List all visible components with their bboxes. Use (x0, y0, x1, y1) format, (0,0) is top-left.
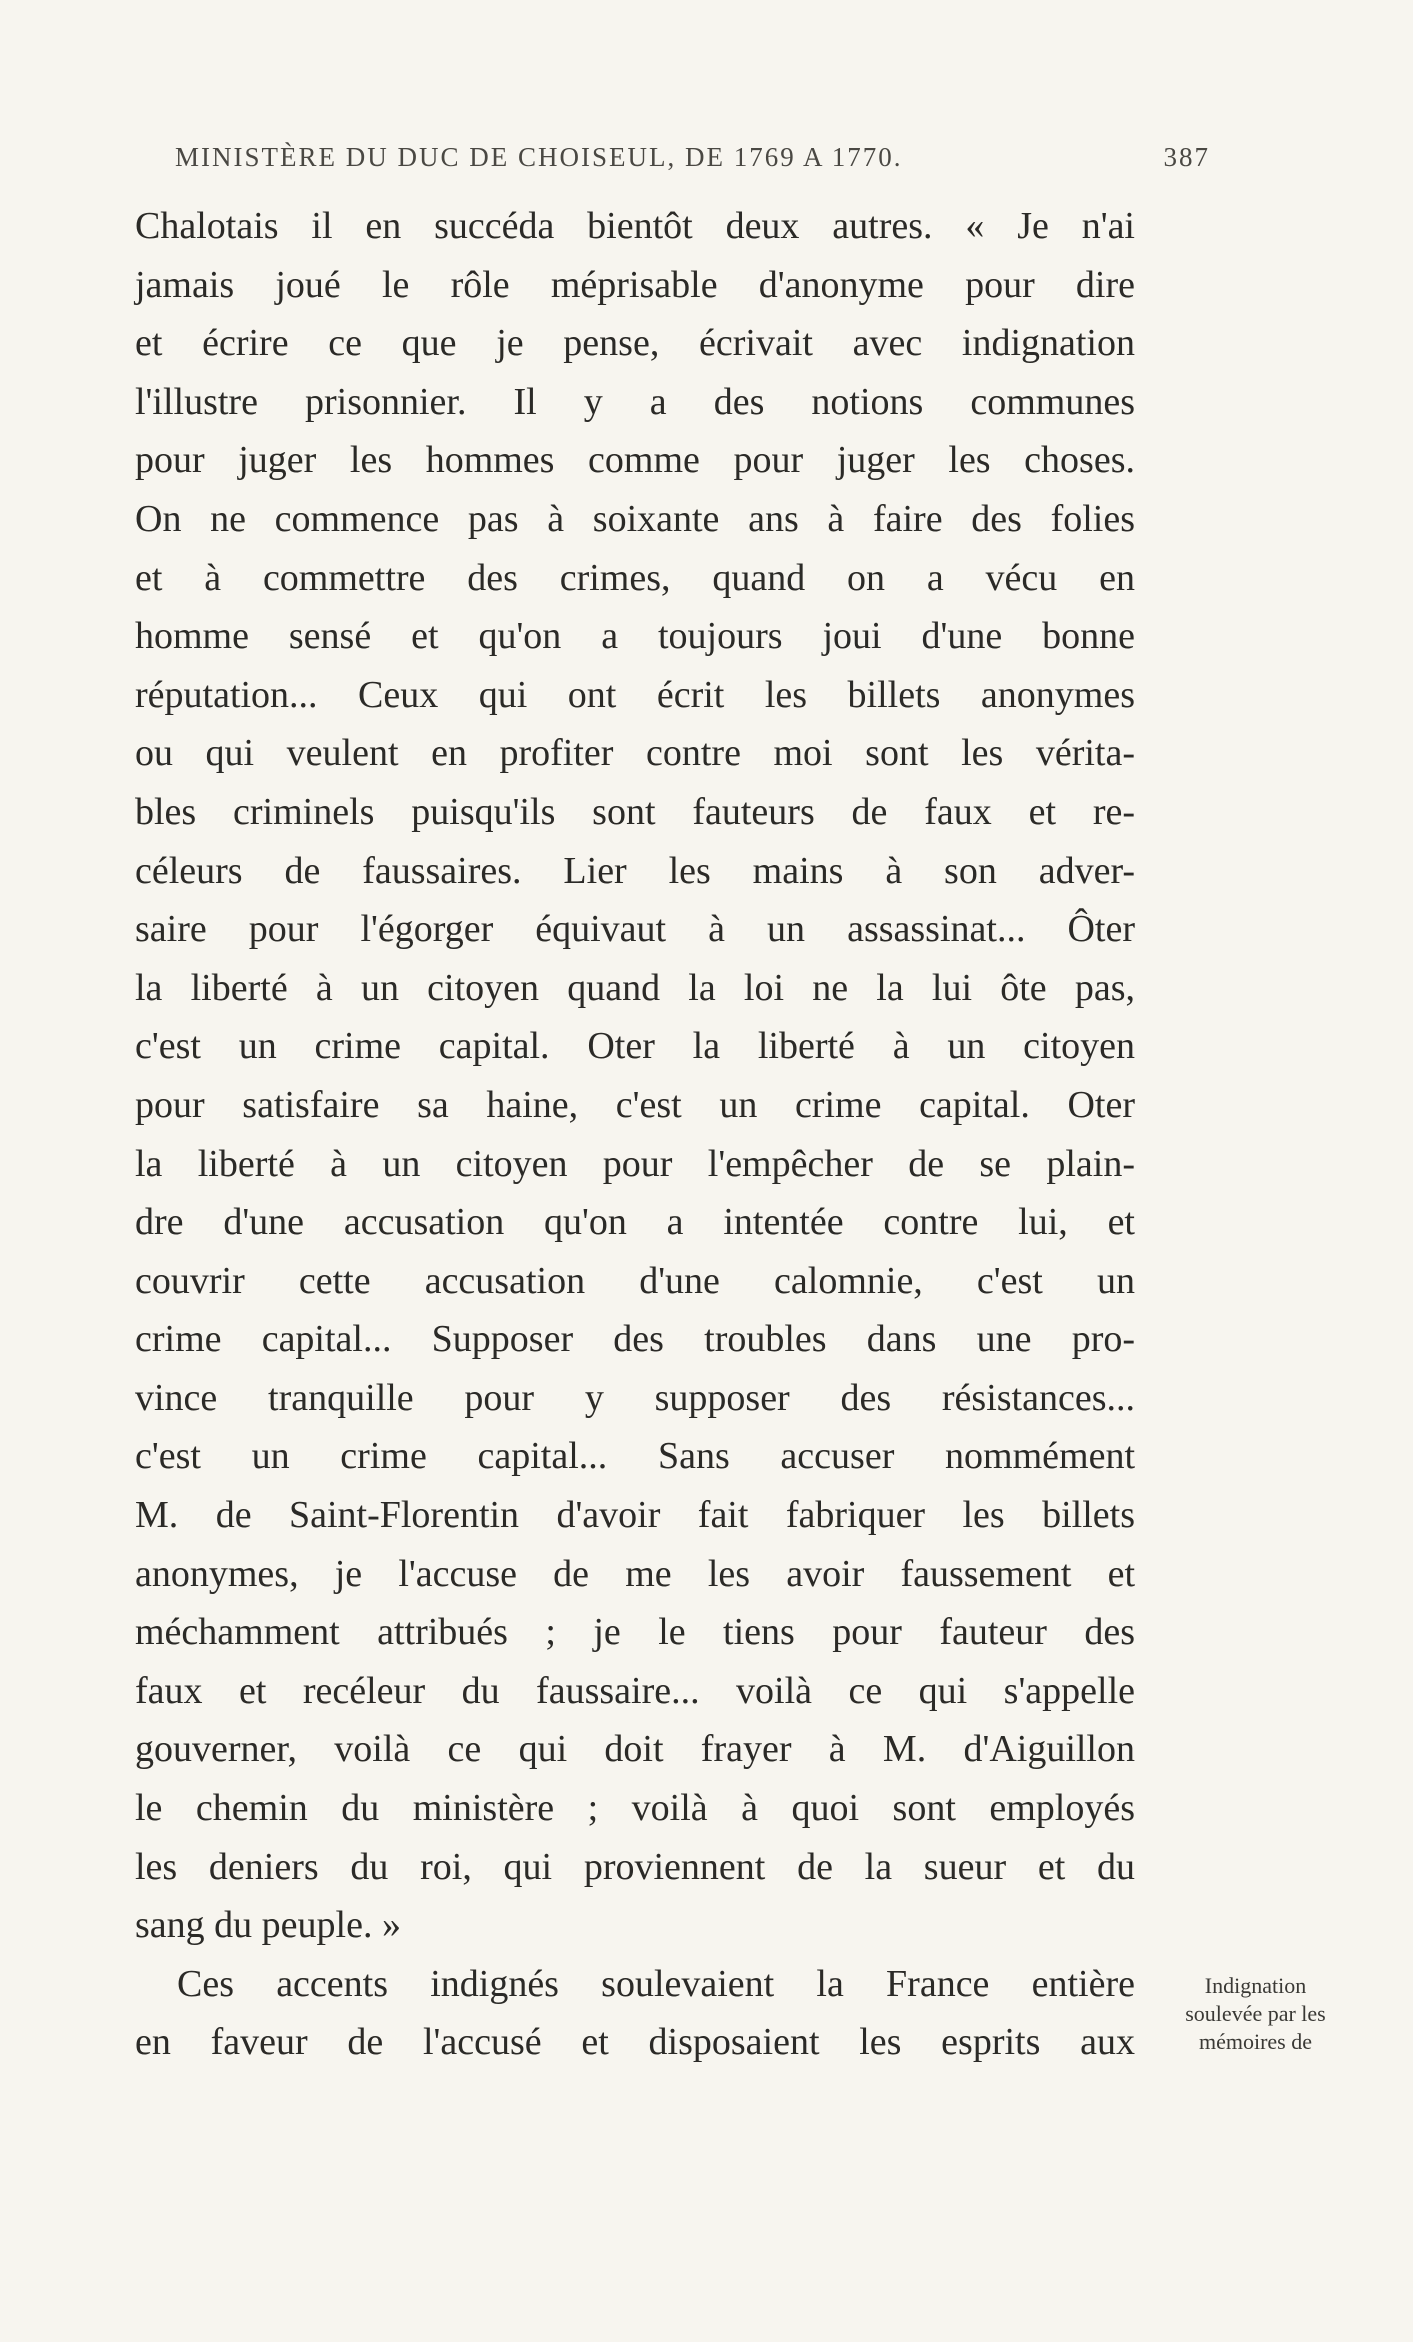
marginal-note (1148, 1972, 1363, 2056)
text-line: dre d'une accusation qu'on a intentée contre lui, et (135, 1201, 1135, 1244)
text-line: M. de Saint-Florentin d'avoir fait fabriquer les billets (135, 1494, 1135, 1537)
text-line: crime capital... Supposer des troubles dans une pro- (135, 1318, 1135, 1361)
text-line: faux et recéleur du faussaire... voilà ce qui s'appelle (135, 1669, 1135, 1712)
text-line: vince tranquille pour y supposer des résistances... (135, 1376, 1135, 1419)
text-line: la liberté à un citoyen quand la loi ne la lui ôte pas, (135, 966, 1135, 1009)
text-line: sang du peuple. » (135, 1904, 401, 1947)
text-line: On ne commence pas à soixante ans à faire des folies (135, 497, 1135, 540)
text-line: ou qui veulent en profiter contre moi sont les vérita- (135, 732, 1135, 775)
text-line: le chemin du ministère ; voilà à quoi sont employés (135, 1787, 1135, 1830)
marginal-note-line: soulevée par les (1185, 2001, 1326, 2026)
text-line: anonymes, je l'accuse de me les avoir faussement et (135, 1552, 1135, 1595)
text-line: homme sensé et qu'on a toujours joui d'une bonne (135, 615, 1135, 658)
text-line: bles criminels puisqu'ils sont fauteurs de faux et re- (135, 790, 1135, 833)
text-line: et écrire ce que je pense, écrivait avec indignation (135, 322, 1135, 365)
text-line: c'est un crime capital. Oter la liberté à un citoyen (135, 1025, 1135, 1068)
running-head-title: MINISTÈRE DU DUC DE CHOISEUL, DE 1769 A 1770. (175, 142, 903, 172)
running-head (175, 142, 1210, 182)
page-number: 387 (1163, 142, 1210, 172)
text-line: couvrir cette accusation d'une calomnie, c'est un (135, 1259, 1135, 1302)
text-line: c'est un crime capital... Sans accuser nommément (135, 1435, 1135, 1478)
text-line: gouverner, voilà ce qui doit frayer à M. d'Aiguillon (135, 1728, 1135, 1771)
text-line: pour juger les hommes comme pour juger les choses. (135, 439, 1135, 482)
paragraph-start-line: Ces accents indignés soulevaient la France entière (177, 1962, 1135, 2005)
text-line: céleurs de faussaires. Lier les mains à son adver- (135, 849, 1135, 892)
text-line: saire pour l'égorger équivaut à un assassinat... Ôter (135, 908, 1135, 951)
text-line: jamais joué le rôle méprisable d'anonyme pour dire (135, 263, 1135, 306)
text-line: l'illustre prisonnier. Il y a des notions communes (135, 380, 1135, 423)
text-line: la liberté à un citoyen pour l'empêcher de se plain- (135, 1142, 1135, 1185)
marginal-note-line: mémoires de (1198, 2029, 1313, 2054)
text-line: Chalotais il en succéda bientôt deux autres. « Je n'ai (135, 205, 1135, 247)
body-text (135, 197, 1135, 2072)
text-line: et à commettre des crimes, quand on a vécu en (135, 556, 1135, 599)
text-line: en faveur de l'accusé et disposaient les esprits aux (135, 2021, 1135, 2064)
marginal-note-line: Indignation (1204, 1973, 1307, 1998)
text-line: pour satisfaire sa haine, c'est un crime capital. Oter (135, 1083, 1135, 1126)
text-line: méchamment attribués ; je le tiens pour fauteur des (135, 1611, 1135, 1654)
text-line: réputation... Ceux qui ont écrit les billets anonymes (135, 673, 1135, 716)
text-line: les deniers du roi, qui proviennent de la sueur et du (135, 1845, 1135, 1888)
